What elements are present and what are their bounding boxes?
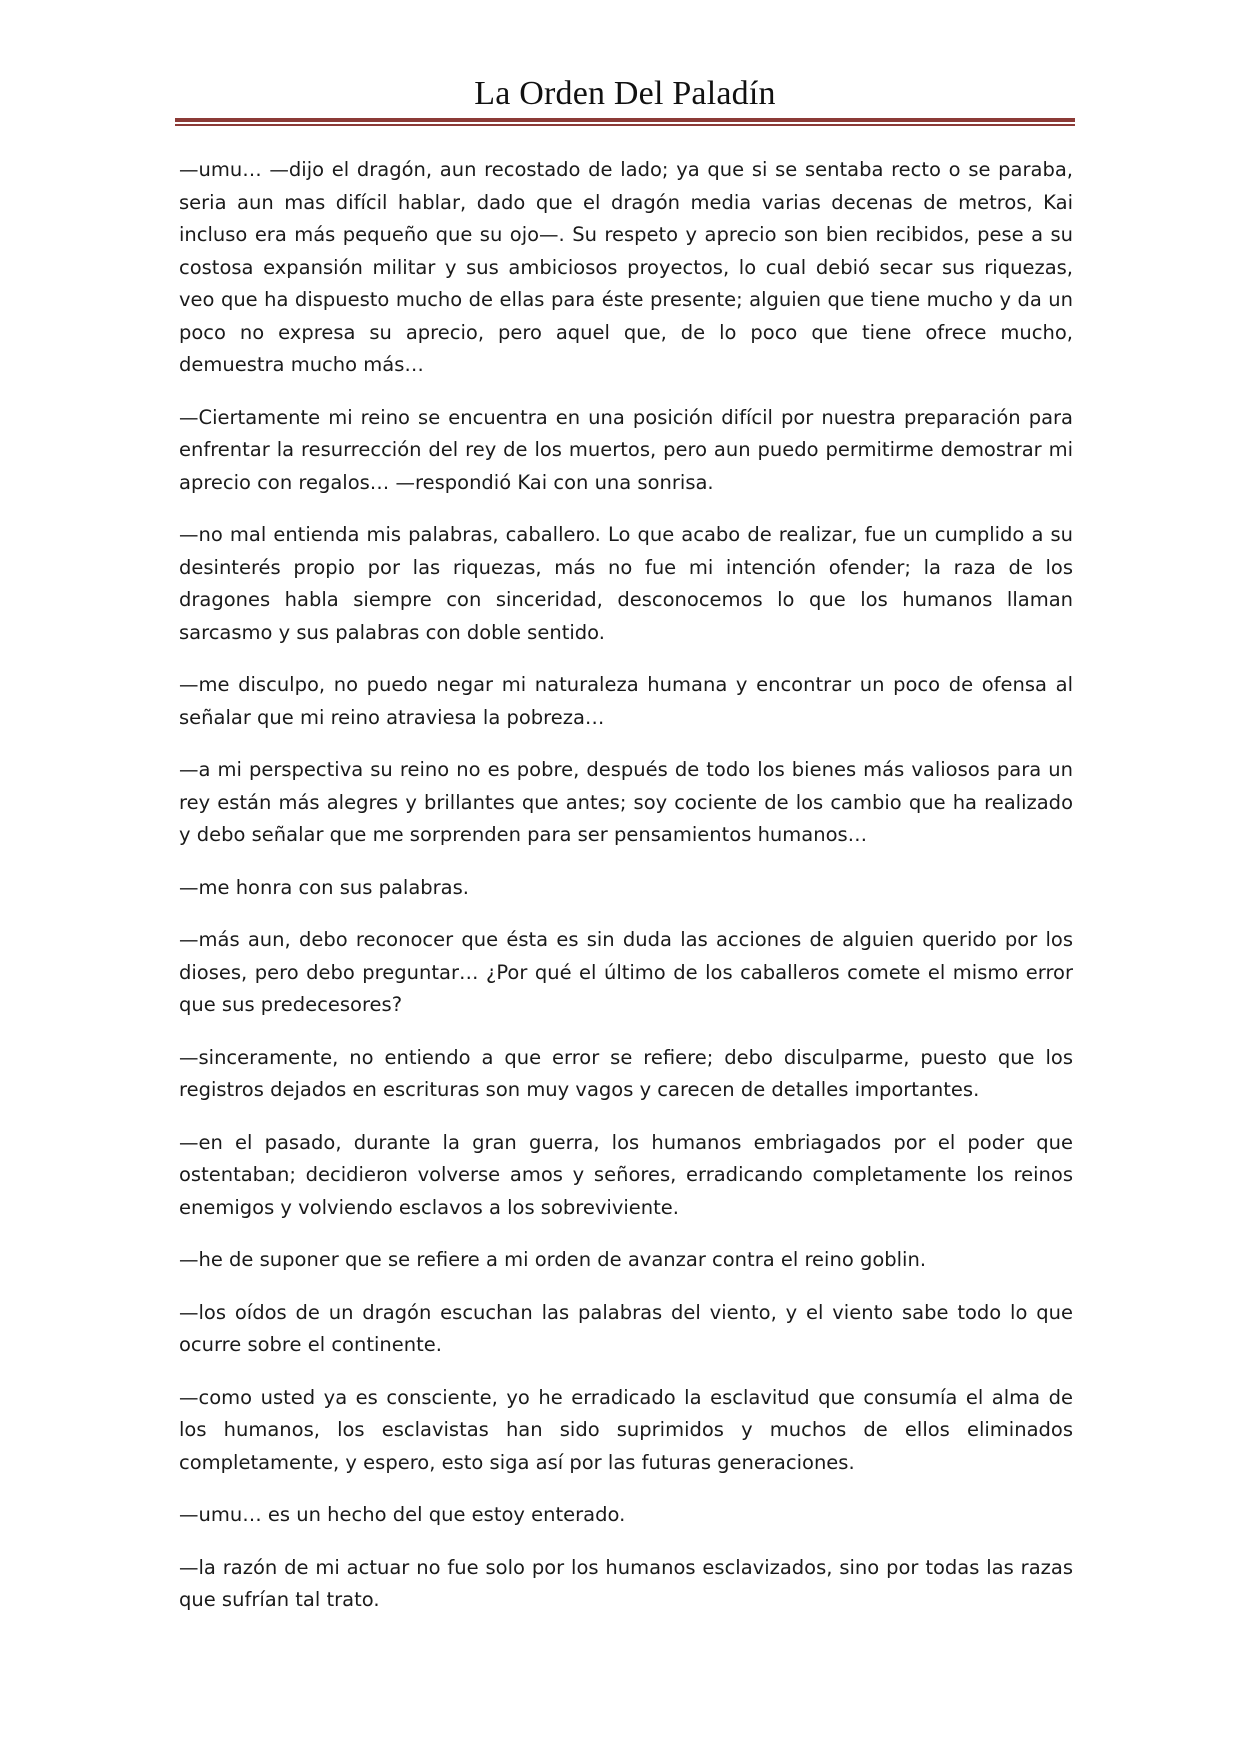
- paragraph: —Ciertamente mi reino se encuentra en una posición difícil por nuestra preparación para enfrentar la resurrección del rey de los muertos, pero aun puedo permitirme demostrar mi aprecio con regalos… —respondió Kai con una sonrisa.: [179, 405, 1073, 494]
- body-text: [179, 154, 1073, 1637]
- header-divider-thin: [175, 124, 1075, 126]
- paragraph: —umu… es un hecho del que estoy enterado.: [179, 1503, 626, 1526]
- paragraph: —a mi perspectiva su reino no es pobre, después de todo los bienes más valiosos para un rey están más alegres y brillantes que antes; soy cociente de los cambio que ha realizado y debo señalar que me sorprenden para ser pensamientos humanos…: [179, 758, 1073, 846]
- header-divider-thick: [175, 118, 1075, 122]
- paragraph: —me honra con sus palabras.: [179, 875, 469, 899]
- paragraph: —sinceramente, no entiendo a que error se refiere; debo disculparme, puesto que los registros dejados en escrituras son muy vagos y carecen de detalles importantes.: [179, 1045, 1073, 1101]
- paragraph: —la razón de mi actuar no fue solo por los humanos esclavizados, sino por todas las razas que sufrían tal trato.: [179, 1555, 1073, 1611]
- document-title: La Orden Del Paladín: [474, 75, 776, 112]
- paragraph: —más aun, debo reconocer que ésta es sin duda las acciones de alguien querido por los dioses, pero debo preguntar… ¿Por qué el último de los caballeros comete el mismo error que sus predecesores?: [179, 928, 1073, 1016]
- paragraph: —me disculpo, no puedo negar mi naturaleza humana y encontrar un poco de ofensa al señalar que mi reino atraviesa la pobreza…: [179, 673, 1073, 729]
- header-divider: [175, 118, 1075, 126]
- paragraph: —como usted ya es consciente, yo he erradicado la esclavitud que consumía el alma de los humanos, los esclavistas han sido suprimidos y muchos de ellos eliminados completamente, y espero, esto siga así por las futuras generaciones.: [179, 1385, 1073, 1474]
- page-header: [175, 72, 1075, 116]
- paragraph: —los oídos de un dragón escuchan las palabras del viento, y el viento sabe todo lo que ocurre sobre el continente.: [179, 1300, 1073, 1356]
- paragraph: —no mal entienda mis palabras, caballero. Lo que acabo de realizar, fue un cumplido a su desinterés propio por las riquezas, más no fue mi intención ofender; la raza de los dragones habla siempre con sinceridad, desconocemos lo que los humanos llaman sarcasmo y sus palabras con doble sentido.: [179, 523, 1073, 644]
- paragraph: —en el pasado, durante la gran guerra, los humanos embriagados por el poder que ostentaban; decidieron volverse amos y señores, erradicando completamente los reinos enemigos y volviendo esclavos a los sobreviviente.: [179, 1130, 1073, 1219]
- paragraph: —umu… —dijo el dragón, aun recostado de lado; ya que si se sentaba recto o se paraba, seria aun mas difícil hablar, dado que el dragón media varias decenas de metros, Kai incluso era más pequeño que su ojo—. Su respeto y aprecio son bien recibidos, pese a su costosa expansión militar y sus ambiciosos proyectos, lo cual debió secar sus riquezas, veo que ha dispuesto mucho de ellas para éste presente; alguien que tiene mucho y da un poco no expresa su aprecio, pero aquel que, de lo poco que tiene ofrece mucho, demuestra mucho más…: [179, 158, 1073, 376]
- paragraph: —he de suponer que se refiere a mi orden de avanzar contra el reino goblin.: [179, 1248, 927, 1271]
